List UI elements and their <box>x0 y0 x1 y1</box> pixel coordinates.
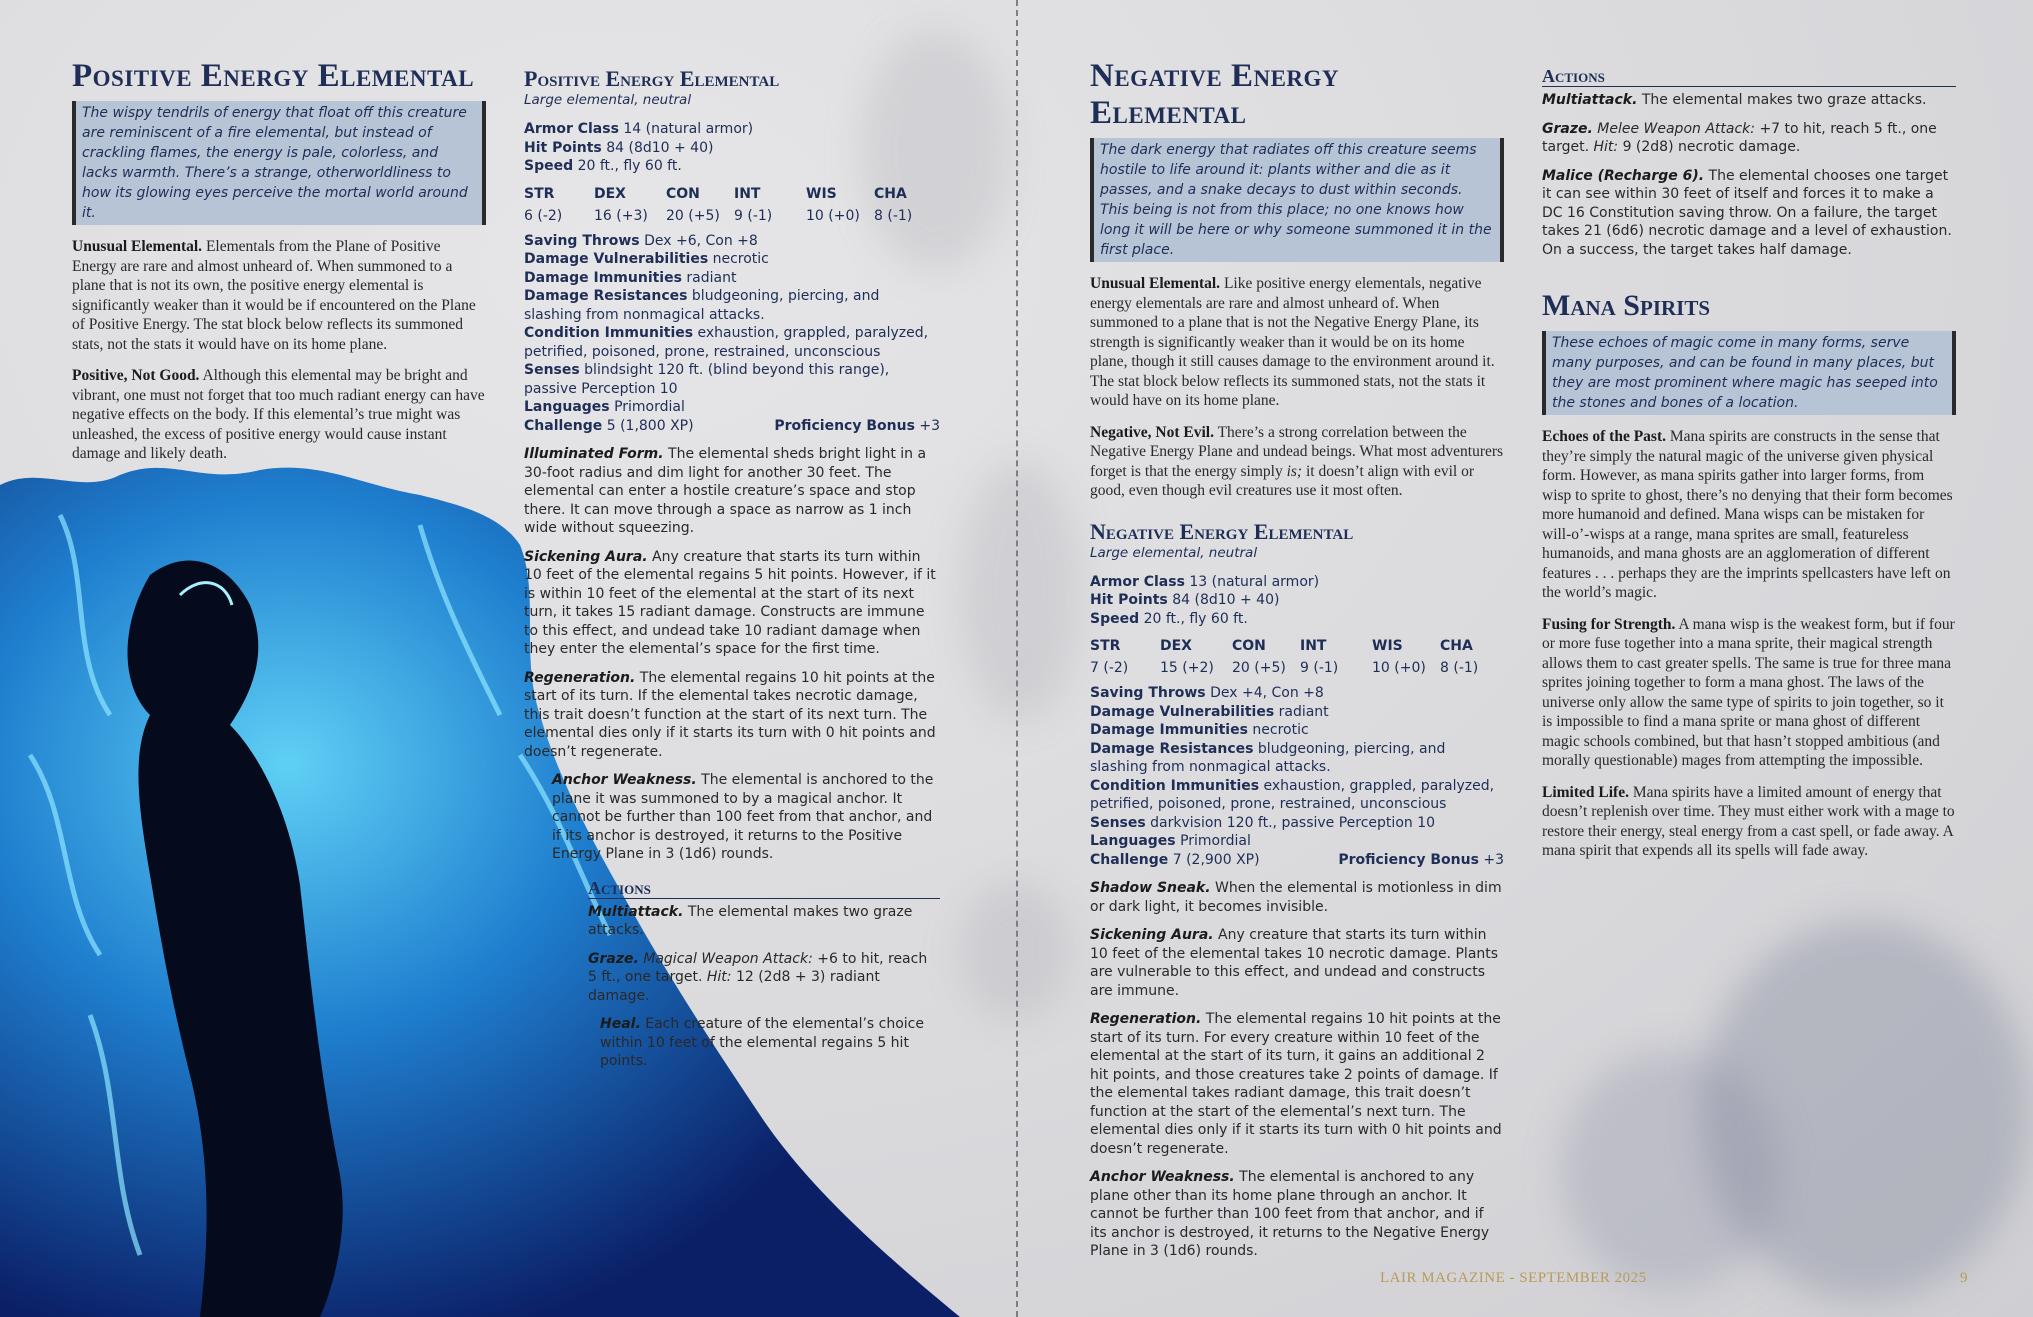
trait-text: The elemental is anchored to the plane it was summoned to by a magical anchor. It cannot be further than 100 feet from that anchor, and if its anchor is destroyed, it returns to the Positive Energy Plane in 3 (1d6) rounds. <box>552 772 934 862</box>
stat-label: Senses <box>1090 814 1146 831</box>
stat-label: Damage Resistances <box>524 288 688 304</box>
proficiency-bonus <box>774 417 940 436</box>
trait <box>552 771 940 864</box>
stat-label: Armor Class <box>524 121 619 137</box>
page-spine <box>1016 0 1018 1317</box>
challenge-row <box>1090 851 1504 870</box>
stat-value: blindsight 120 ft. (blind beyond this range), passive Perception 10 <box>524 362 890 397</box>
actions-heading: Actions <box>588 878 940 899</box>
ability-name: INT <box>734 185 761 202</box>
negative-statblock <box>1090 519 1504 1261</box>
stat-value: radiant <box>686 269 737 286</box>
stat-label: Damage Immunities <box>1090 722 1248 738</box>
hit-points <box>1090 591 1504 610</box>
hit-label: Hit: <box>706 969 732 985</box>
action <box>588 950 940 1006</box>
trait-text: Any creature that starts its turn within 10 feet of the elemental regains 5 hit points. However, if it is within 10 feet of the elemental at the start of its next turn, it takes 15 radiant damage. Constructs are immune to this effect, and undead take 10 radiant damage when they enter the elemental’s space for the first time. <box>524 548 936 657</box>
stat-value: +3 <box>1483 851 1504 868</box>
trait-name: Shadow Sneak. <box>1090 880 1211 896</box>
stat-value: 84 (8d10 + 40) <box>606 139 714 156</box>
stat-value: bludgeoning, piercing, and slashing from nonmagical attacks. <box>1090 740 1446 775</box>
ability-value: 16 (+3) <box>594 207 648 224</box>
lore-paragraph <box>72 366 486 464</box>
action-text: The elemental makes two graze attacks. <box>588 903 913 938</box>
ability-value: 10 (+0) <box>1372 660 1426 676</box>
ability-cha <box>1440 638 1500 676</box>
lore-paragraph <box>1542 615 1956 771</box>
smoke-texture <box>1560 1050 1780 1290</box>
stat-label: Damage Vulnerabilities <box>524 251 709 267</box>
action-name: Heal. <box>600 1016 641 1032</box>
damage-immunities <box>1090 721 1504 740</box>
trait-text: The elemental sheds bright light in a 30-foot radius and dim light for another 30 feet. The elemental can enter a hostile creature’s space and stop there. It can move through a space as narrow as 1 inch wide without squeezing. <box>524 446 927 536</box>
trait-name: Regeneration. <box>524 669 636 686</box>
trait-text: The elemental regains 10 hit points at the start of its turn. For every creature within 10 feet of the elemental at the start of its turn, it gains an additional 2 hit points, and those creatures take 2 points of damage. If the elemental takes radiant damage, this trait doesn’t function at the start of the elemental’s next turn. The elemental dies only if it starts its turn with 0 hit points and doesn’t regenerate. <box>1090 1011 1502 1157</box>
stat-value: darkvision 120 ft., passive Perception 10 <box>1150 814 1436 831</box>
paragraph-text: Elementals from the Plane of Positive Energy are rare and almost unheard of. When summoned to a plane that is not its own, the positive energy elemental is significantly weaker than it would be if encountered on the Plane of Positive Energy. The stat block below reflects its summoned stats, not the stats it would have on its home plane. <box>72 238 476 353</box>
trait <box>524 548 940 659</box>
emphasis: is; <box>1286 462 1303 480</box>
ability-name: CHA <box>874 185 907 202</box>
damage-resistances <box>524 287 940 324</box>
ability-con <box>1232 638 1300 676</box>
paragraph-text: Mana spirits are constructs in the sense that they’re simply the natural magic of the universe given physical form. However, as mana spirits gather into larger forms, from wisp to sprite to ghost, there’s no denying that their form becomes more humanoid and defined. Mana wisps can be mistaken for will-o’-wisps at a range, mana sprites are small, featureless humanoids, and mana ghosts are an agglomeration of different features . . . perhaps they are the imprints spellcasters have left on the world’s magic. <box>1542 428 1953 601</box>
action-name: Malice (Recharge 6). <box>1542 167 1705 184</box>
paragraph-heading: Limited Life. <box>1542 783 1629 801</box>
paragraph-heading: Echoes of the Past. <box>1542 428 1666 445</box>
stat-value: bludgeoning, piercing, and slashing from nonmagical attacks. <box>524 288 880 323</box>
flavor-callout: The dark energy that radiates off this creature seems hostile to life around it: plants wither and die as it passes, and a snake decays to dust within seconds. This being is not from this place; no one knows how long it will be here or why someone summoned it in the first place. <box>1090 138 1504 262</box>
paragraph-text: it doesn’t align with evil or good, even though evil creatures use it most often. <box>1090 462 1475 499</box>
trait <box>524 445 940 538</box>
flavor-callout: The wispy tendrils of energy that float off this creature are reminiscent of a fire elemental, but instead of crackling flames, the energy is pale, colorless, and lacks warmth. There’s a strange, otherworldliness to how its glowing eyes perceive the mortal world around it. <box>72 101 486 225</box>
stat-value: 5 (1,800 XP) <box>606 417 694 434</box>
trait <box>1090 926 1504 1000</box>
ability-value: 10 (+0) <box>806 207 860 224</box>
actions-heading: Actions <box>1542 66 1956 87</box>
damage-vulnerabilities <box>1090 703 1504 722</box>
ability-value: 20 (+5) <box>666 207 720 224</box>
hit-value: 9 (2d8) necrotic damage. <box>1622 139 1801 155</box>
stat-value: 14 (natural armor) <box>623 121 754 137</box>
ability-name: DEX <box>594 185 626 202</box>
ability-name: STR <box>524 185 555 202</box>
senses <box>524 361 940 398</box>
action-name: Multiattack. <box>1542 92 1638 108</box>
ability-value: 9 (-1) <box>734 207 773 224</box>
magazine-footer: LAIR MAGAZINE - SEPTEMBER 2025 <box>1380 1270 1647 1286</box>
ability-name: WIS <box>806 185 837 202</box>
statblock-name: Positive Energy Elemental <box>524 66 780 91</box>
speed <box>524 157 940 176</box>
condition-immunities <box>1090 777 1504 814</box>
challenge <box>1090 851 1260 870</box>
languages <box>524 398 940 417</box>
trait-name: Anchor Weakness. <box>552 772 697 788</box>
action-text: Each creature of the elemental’s choice within 10 feet of the elemental regains 5 hit points. <box>600 1016 924 1069</box>
section-title: Mana Spirits <box>1542 289 1711 322</box>
ability-str <box>1090 638 1160 676</box>
stat-label: Proficiency Bonus <box>1338 851 1479 868</box>
stat-value: Primordial <box>614 399 685 415</box>
ability-name: CON <box>1232 638 1266 654</box>
paragraph-text: Although this elemental may be bright and vibrant, one must not forget that too much radiant energy can have negative effects on the body. If this elemental’s true might was unleashed, the excess of positive energy would cause instant damage and likely death. <box>72 367 485 462</box>
trait-text: The elemental regains 10 hit points at the start of its turn. If the elemental takes necrotic damage, this trait doesn’t function at the start of its next turn. The elemental dies only if it starts its turn with 0 hit points and doesn’t regenerate. <box>524 669 936 760</box>
ability-value: 8 (-1) <box>1440 660 1479 676</box>
stat-value: Dex +4, Con +8 <box>1210 685 1324 701</box>
damage-resistances <box>1090 740 1504 777</box>
action-text: The elemental makes two graze attacks. <box>1641 92 1927 108</box>
trait-name: Regeneration. <box>1090 1011 1202 1027</box>
ability-value: 20 (+5) <box>1232 660 1286 676</box>
trait-text: When the elemental is motionless in dim or dark light, it becomes invisible. <box>1090 880 1502 915</box>
condition-immunities <box>524 324 940 361</box>
negative-column <box>1090 58 1504 1261</box>
trait-name: Illuminated Form. <box>524 446 664 462</box>
ability-name: INT <box>1300 638 1327 654</box>
positive-statblock <box>524 66 940 1071</box>
lore-paragraph <box>1090 274 1504 411</box>
stat-value: necrotic <box>712 251 769 267</box>
stat-value: 7 (2,900 XP) <box>1172 851 1260 868</box>
saving-throws <box>524 232 940 251</box>
trait-text: Any creature that starts its turn within 10 feet of the elemental takes 10 necrotic damage. Plants are vulnerable to this effect, and undead and constructs are immune. <box>1090 927 1499 999</box>
action-name: Graze. <box>1542 120 1593 137</box>
stat-value: 20 ft., fly 60 ft. <box>577 158 682 174</box>
stat-value: 20 ft., fly 60 ft. <box>1143 610 1248 627</box>
action-name: Multiattack. <box>588 903 684 920</box>
ability-value: 15 (+2) <box>1160 660 1214 676</box>
proficiency-bonus <box>1338 851 1504 870</box>
action <box>1542 167 1956 260</box>
ability-dex <box>594 186 666 224</box>
stat-value: Primordial <box>1180 833 1251 849</box>
stat-label: Languages <box>1090 833 1176 849</box>
stat-label: Condition Immunities <box>1090 777 1260 794</box>
action <box>600 1015 940 1071</box>
ability-scores <box>1090 638 1504 676</box>
languages <box>1090 832 1504 851</box>
actions-and-mana-column <box>1542 62 1956 861</box>
ability-name: WIS <box>1372 638 1403 654</box>
paragraph-heading: Unusual Elemental. <box>1090 275 1221 292</box>
ability-value: 6 (-2) <box>524 207 563 224</box>
trait-name: Sickening Aura. <box>524 548 648 565</box>
stat-label: Challenge <box>1090 851 1169 868</box>
stat-value: exhaustion, grappled, paralyzed, petrified, poisoned, prone, restrained, unconscious <box>1090 777 1495 812</box>
action <box>1542 120 1956 157</box>
ability-value: 9 (-1) <box>1300 660 1339 676</box>
armor-class <box>524 120 940 139</box>
stat-value: +3 <box>919 417 940 434</box>
ability-scores <box>524 186 940 224</box>
stat-label: Speed <box>524 158 574 174</box>
damage-immunities <box>524 269 940 288</box>
paragraph-text: Like positive energy elementals, negative energy elementals are rare and almost unheard of. When summoned to a plane that is not the Negative Energy Plane, its strength is significantly weaker than it would be on its home plane, though it still causes damage to the environment around it. The stat block below reflects its summoned stats, not the stats it would have on its home plane. <box>1090 275 1495 409</box>
ability-str <box>524 186 594 224</box>
stat-label: Damage Vulnerabilities <box>1090 703 1275 720</box>
trait-name: Sickening Aura. <box>1090 927 1214 943</box>
ability-cha <box>874 186 934 224</box>
stat-value: 13 (natural armor) <box>1189 573 1320 590</box>
senses <box>1090 814 1504 833</box>
ability-name: CHA <box>1440 638 1473 654</box>
trait <box>1090 1168 1504 1261</box>
stat-label: Armor Class <box>1090 573 1185 590</box>
stat-value: radiant <box>1278 703 1329 720</box>
action-text: The elemental chooses one target it can see within 30 feet of itself and forces it to make a DC 16 Constitution saving throw. On a failure, the target takes 21 (6d6) necrotic damage and a level of exhaustion. On a success, the target takes half damage. <box>1542 167 1952 258</box>
ability-name: CON <box>666 185 700 202</box>
challenge-row <box>524 417 940 436</box>
ability-wis <box>806 186 874 224</box>
stat-label: Speed <box>1090 610 1140 627</box>
stat-value: 84 (8d10 + 40) <box>1172 592 1280 608</box>
lore-paragraph <box>72 237 486 354</box>
stat-label: Proficiency Bonus <box>774 417 915 434</box>
flavor-callout: These echoes of magic come in many forms, serve many purposes, and can be found in many places, but they are most prominent where magic has seeped into the stones and bones of a location. <box>1542 331 1956 415</box>
actions-section <box>588 878 940 1071</box>
ability-dex <box>1160 638 1232 676</box>
left-intro-column <box>72 58 486 464</box>
challenge <box>524 417 694 436</box>
stat-label: Saving Throws <box>1090 685 1206 701</box>
hit-label: Hit: <box>1593 139 1619 155</box>
stat-label: Damage Immunities <box>524 269 682 286</box>
ability-int <box>734 186 806 224</box>
stat-value: Dex +6, Con +8 <box>644 232 758 249</box>
ability-value: 8 (-1) <box>874 207 913 224</box>
action <box>1542 91 1956 110</box>
trait <box>524 669 940 762</box>
attack-type: Magical Weapon Attack: <box>643 950 813 967</box>
ability-name: STR <box>1090 638 1121 654</box>
stat-label: Languages <box>524 399 610 415</box>
trait <box>1090 879 1504 916</box>
hit-points <box>524 139 940 158</box>
armor-class <box>1090 573 1504 592</box>
stat-value: exhaustion, grappled, paralyzed, petrified, poisoned, prone, restrained, unconscious <box>524 325 929 360</box>
ability-int <box>1300 638 1372 676</box>
action <box>588 903 940 940</box>
action-text: +7 to hit, reach 5 ft., one target. <box>1542 120 1937 155</box>
page-title: Negative Energy Elemental <box>1090 58 1340 131</box>
ability-value: 7 (-2) <box>1090 660 1129 676</box>
stat-label: Damage Resistances <box>1090 740 1254 757</box>
paragraph-text: Mana spirits have a limited amount of energy that doesn’t replenish over time. They must either work with a mage to restore their energy, steal energy from a cast spell, or fade away. A mana spirit that expends all its spells will fade away. <box>1542 783 1955 859</box>
action-text: +6 to hit, reach 5 ft., one target. <box>588 950 928 985</box>
lore-paragraph <box>1542 783 1956 861</box>
statblock-subtitle: Large elemental, neutral <box>1090 544 1258 561</box>
paragraph-heading: Unusual Elemental. <box>72 238 203 255</box>
page-number: 9 <box>1960 1270 1968 1286</box>
page-title: Positive Energy Elemental <box>72 58 475 94</box>
paragraph-text: There’s a strong correlation between the Negative Energy Plane and undead beings. What most adventurers forget is that the energy simply <box>1090 423 1504 480</box>
stat-label: Challenge <box>524 417 603 434</box>
stat-label: Saving Throws <box>524 232 640 249</box>
trait-name: Anchor Weakness. <box>1090 1169 1235 1185</box>
saving-throws <box>1090 684 1504 703</box>
stat-value: necrotic <box>1252 722 1309 738</box>
trait <box>1090 1010 1504 1158</box>
paragraph-heading: Fusing for Strength. <box>1542 615 1676 633</box>
stat-label: Senses <box>524 362 580 378</box>
trait-text: The elemental is anchored to any plane other than its home plane through an anchor. It cannot be further than 100 feet from that anchor, and if its anchor is destroyed, it returns to the Negative Energy Plane in 3 (1d6) rounds. <box>1090 1169 1490 1259</box>
lore-paragraph <box>1542 427 1956 603</box>
paragraph-heading: Negative, Not Evil. <box>1090 423 1214 441</box>
speed <box>1090 610 1504 629</box>
paragraph-text: A mana wisp is the weakest form, but if four or more fuse together into a mana sprite, their magical strength allows them to cast greater spells. The same is true for three mana sprites joining together to form a mana ghost. The laws of the universe only allow the same type of spirits to join together, so it is impossible to find a mana sprite or mana ghost of different magic schools combined, but that hasn’t stopped ambitious (and morally questionable) mages from attempting the impossible. <box>1542 615 1955 769</box>
action-name: Graze. <box>588 950 639 967</box>
hit-value: 12 (2d8 + 3) radiant damage. <box>588 969 880 1004</box>
lore-paragraph <box>1090 423 1504 501</box>
stat-label: Hit Points <box>524 139 602 156</box>
statblock-name: Negative Energy Elemental <box>1090 518 1354 544</box>
ability-name: DEX <box>1160 638 1192 654</box>
paragraph-heading: Positive, Not Good. <box>72 367 200 384</box>
stat-label: Condition Immunities <box>524 325 694 341</box>
statblock-subtitle: Large elemental, neutral <box>524 92 692 108</box>
ability-wis <box>1372 638 1440 676</box>
stat-label: Hit Points <box>1090 592 1168 608</box>
ability-con <box>666 186 734 224</box>
attack-type: Melee Weapon Attack: <box>1597 120 1755 137</box>
damage-vulnerabilities <box>524 250 940 269</box>
